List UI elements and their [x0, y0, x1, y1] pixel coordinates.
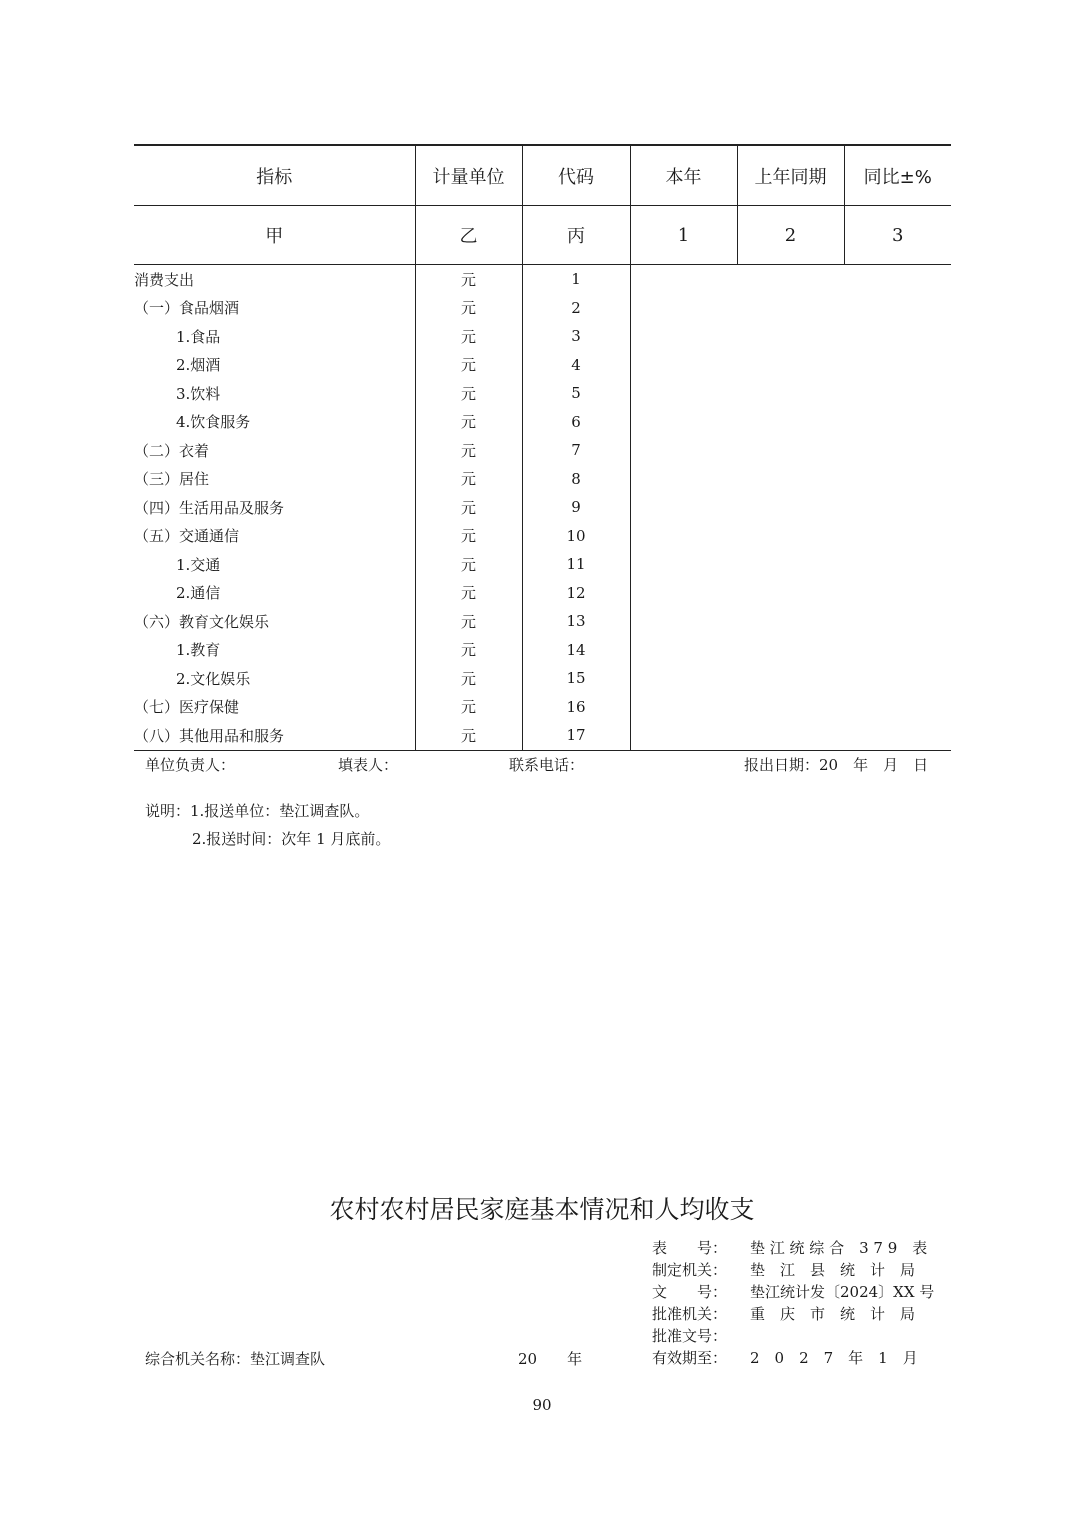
row-indicator: 4.饮食服务: [176, 413, 251, 432]
row-yoy: [844, 351, 951, 380]
row-unit: 元: [415, 379, 522, 408]
row-indicator: 2.通信: [176, 584, 221, 603]
form-title: 农村农村居民家庭基本情况和人均收支: [329, 1195, 755, 1224]
meta-value: 重 庆 市 统 计 局: [750, 1305, 916, 1323]
meta-line: [652, 1281, 942, 1303]
row-last-year: [737, 664, 844, 693]
row-last-year: [737, 636, 844, 665]
report-date-label: 报出日期：20 年 月 日: [744, 756, 929, 774]
meta-line: [652, 1325, 942, 1347]
row-last-year: [737, 351, 844, 380]
table-row: [134, 721, 951, 750]
row-current-year: [630, 379, 737, 408]
row-unit: 元: [415, 465, 522, 494]
row-code: 5: [522, 379, 630, 408]
meta-line: [652, 1347, 942, 1369]
row-current-year: [630, 351, 737, 380]
header-last-year: 上年同期: [737, 145, 844, 206]
row-current-year: [630, 265, 737, 294]
row-last-year: [737, 436, 844, 465]
row-code: 7: [522, 436, 630, 465]
unit-head-label: 单位负责人：: [145, 756, 236, 774]
row-indicator: （六）教育文化娱乐: [134, 612, 270, 631]
form-year: 20 年: [518, 1350, 583, 1368]
row-last-year: [737, 721, 844, 750]
row-yoy: [844, 579, 951, 608]
consumption-expenditure-table: [134, 144, 951, 751]
row-unit: 元: [415, 493, 522, 522]
row-current-year: [630, 693, 737, 722]
meta-label: 批准机关：: [652, 1305, 728, 1323]
row-unit: 元: [415, 351, 522, 380]
row-last-year: [737, 465, 844, 494]
row-indicator: 消费支出: [134, 270, 195, 289]
meta-label: 制定机关：: [652, 1261, 728, 1279]
row-yoy: [844, 379, 951, 408]
meta-line: [652, 1237, 942, 1259]
row-code: 2: [522, 294, 630, 323]
row-current-year: [630, 465, 737, 494]
row-yoy: [844, 693, 951, 722]
row-unit: 元: [415, 294, 522, 323]
meta-label: 文 号：: [652, 1283, 728, 1301]
row-indicator: （四）生活用品及服务: [134, 498, 285, 517]
header-yoy-percent: 同比±%: [844, 145, 951, 206]
meta-value: 2 0 2 7 年 1 月: [750, 1349, 918, 1367]
row-code: 3: [522, 322, 630, 351]
meta-label: 表 号：: [652, 1239, 728, 1257]
row-yoy: [844, 465, 951, 494]
row-yoy: [844, 408, 951, 437]
row-yoy: [844, 607, 951, 636]
row-indicator: （三）居住: [134, 470, 210, 489]
row-yoy: [844, 294, 951, 323]
row-current-year: [630, 493, 737, 522]
row-unit: 元: [415, 322, 522, 351]
row-unit: 元: [415, 579, 522, 608]
row-last-year: [737, 322, 844, 351]
meta-value: 垫 江 县 统 计 局: [750, 1261, 916, 1279]
subheader-col-3: 3: [844, 206, 951, 265]
table-row: [134, 265, 951, 294]
row-yoy: [844, 322, 951, 351]
row-indicator: 1.食品: [176, 327, 221, 346]
phone-label: 联系电话：: [509, 756, 585, 774]
row-code: 17: [522, 721, 630, 750]
header-unit: 计量单位: [415, 145, 522, 206]
row-current-year: [630, 636, 737, 665]
table-row: [134, 322, 951, 351]
row-code: 6: [522, 408, 630, 437]
row-indicator: 3.饮料: [176, 384, 221, 403]
table-row: [134, 522, 951, 551]
row-code: 13: [522, 607, 630, 636]
row-yoy: [844, 636, 951, 665]
org-name: 综合机关名称：垫江调查队: [145, 1350, 326, 1368]
row-yoy: [844, 664, 951, 693]
row-indicator: （八）其他用品和服务: [134, 721, 415, 750]
subheader-col-1: 1: [630, 206, 737, 265]
row-current-year: [630, 664, 737, 693]
row-unit: 元: [415, 550, 522, 579]
row-yoy: [844, 265, 951, 294]
row-unit: 元: [415, 693, 522, 722]
row-last-year: [737, 493, 844, 522]
filler-label: 填表人：: [338, 756, 399, 774]
row-last-year: [737, 607, 844, 636]
table-row: [134, 465, 951, 494]
subheader-jia: 甲: [134, 206, 415, 265]
row-indicator: （五）交通通信: [134, 527, 240, 546]
row-current-year: [630, 550, 737, 579]
row-current-year: [630, 579, 737, 608]
row-current-year: [630, 436, 737, 465]
row-unit: 元: [415, 636, 522, 665]
row-last-year: [737, 379, 844, 408]
table-body: [134, 265, 951, 751]
table-row: [134, 351, 951, 380]
row-last-year: [737, 294, 844, 323]
row-current-year: [630, 522, 737, 551]
table-row: [134, 664, 951, 693]
table-subheader-row: [134, 206, 951, 265]
table-row: [134, 693, 951, 722]
row-code: 8: [522, 465, 630, 494]
meta-line: [652, 1259, 942, 1281]
row-unit: 元: [415, 664, 522, 693]
subheader-bing: 丙: [522, 206, 630, 265]
table-row: [134, 579, 951, 608]
row-indicator: （一）食品烟酒: [134, 299, 240, 318]
row-yoy: [844, 436, 951, 465]
subheader-yi: 乙: [415, 206, 522, 265]
note-line-1: 说明：1.报送单位：垫江调查队。: [145, 802, 370, 820]
row-code: 9: [522, 493, 630, 522]
meta-label: 有效期至：: [652, 1349, 728, 1367]
row-last-year: [737, 265, 844, 294]
table-row: [134, 436, 951, 465]
table-row: [134, 379, 951, 408]
subheader-col-2: 2: [737, 206, 844, 265]
form-meta-block: [652, 1237, 942, 1369]
table-row: [134, 607, 951, 636]
row-yoy: [844, 721, 951, 750]
table-row: [134, 550, 951, 579]
row-last-year: [737, 408, 844, 437]
row-current-year: [630, 322, 737, 351]
row-code: 10: [522, 522, 630, 551]
row-code: 1: [522, 265, 630, 294]
row-unit: 元: [415, 607, 522, 636]
row-current-year: [630, 607, 737, 636]
row-last-year: [737, 579, 844, 608]
row-last-year: [737, 693, 844, 722]
row-unit: 元: [415, 265, 522, 294]
row-code: 11: [522, 550, 630, 579]
header-indicator: 指标: [134, 145, 415, 206]
row-indicator: 2.文化娱乐: [176, 669, 251, 688]
row-yoy: [844, 550, 951, 579]
row-last-year: [737, 522, 844, 551]
row-indicator: （七）医疗保健: [134, 698, 240, 717]
header-code: 代码: [522, 145, 630, 206]
row-code: 4: [522, 351, 630, 380]
row-yoy: [844, 493, 951, 522]
row-current-year: [630, 408, 737, 437]
meta-value: [750, 1325, 942, 1347]
table-row: [134, 636, 951, 665]
row-unit: 元: [415, 522, 522, 551]
row-code: 14: [522, 636, 630, 665]
row-indicator: （二）衣着: [134, 441, 210, 460]
meta-line: [652, 1303, 942, 1325]
table-row: [134, 493, 951, 522]
meta-value: 垫 江 统 综 合 3 7 9 表: [750, 1239, 928, 1257]
header-current-year: 本年: [630, 145, 737, 206]
row-indicator: 1.交通: [176, 555, 221, 574]
note-line-2: 2.报送时间：次年 1 月底前。: [192, 830, 391, 848]
row-last-year: [737, 550, 844, 579]
row-code: 16: [522, 693, 630, 722]
row-indicator: 2.烟酒: [176, 356, 221, 375]
meta-value: 垫江统计发〔2024〕XX 号: [750, 1283, 935, 1301]
row-indicator: 1.教育: [176, 641, 221, 660]
row-unit: 元: [415, 721, 522, 750]
page-number: 90: [532, 1396, 552, 1414]
table-header-row: [134, 145, 951, 206]
row-code: 15: [522, 664, 630, 693]
row-current-year: [630, 721, 737, 750]
table-row: [134, 294, 951, 323]
row-yoy: [844, 522, 951, 551]
row-code: 12: [522, 579, 630, 608]
row-unit: 元: [415, 436, 522, 465]
table-row: [134, 408, 951, 437]
meta-label: 批准文号：: [652, 1327, 728, 1345]
row-current-year: [630, 294, 737, 323]
row-unit: 元: [415, 408, 522, 437]
